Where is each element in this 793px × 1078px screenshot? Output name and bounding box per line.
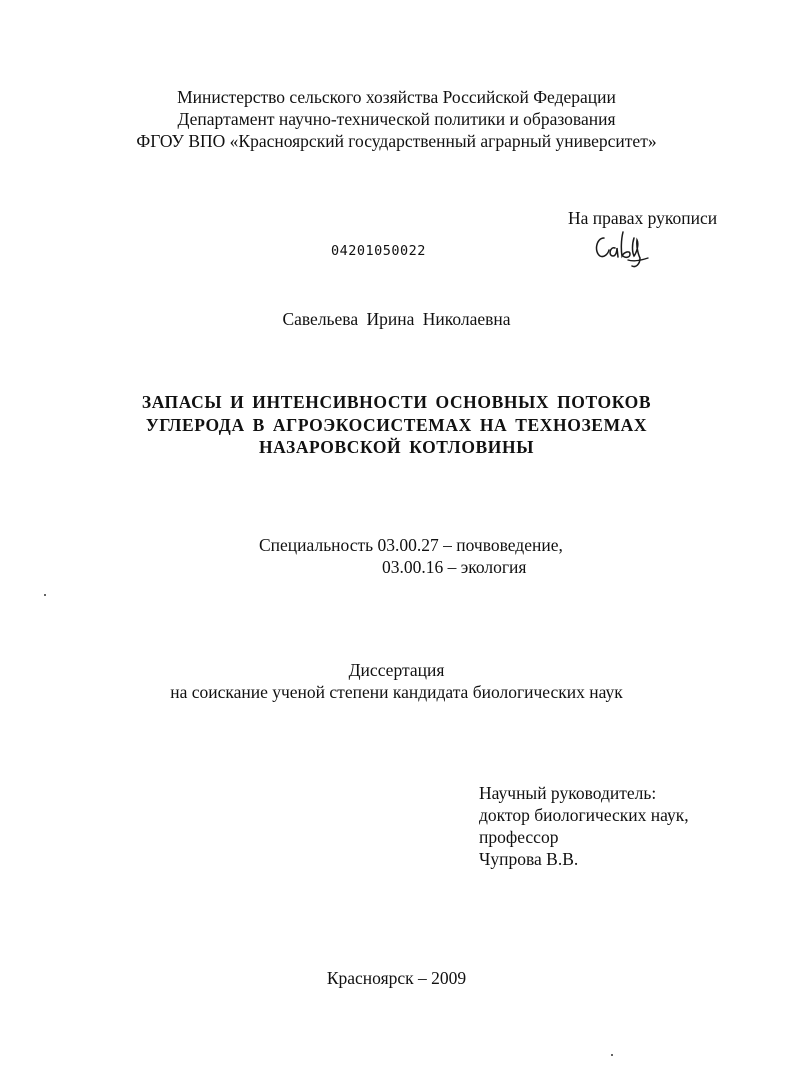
degree-line: на соискание ученой степени кандидата биологических наук	[170, 682, 623, 702]
dissertation-type	[0, 659, 793, 703]
manuscript-rights-note: На правах рукописи	[568, 208, 718, 228]
scientific-supervisor	[479, 782, 689, 870]
supervisor-name: Чупрова В.В.	[479, 849, 579, 869]
city-year: Красноярск – 2009	[326, 968, 467, 988]
supervisor-label: Научный руководитель:	[479, 783, 657, 803]
registration-number: 04201050022	[331, 243, 426, 259]
signature-icon	[590, 226, 650, 270]
dissertation-title	[0, 391, 793, 459]
title-line: НАЗАРОВСКОЙ КОТЛОВИНЫ	[258, 437, 535, 457]
dissertation-label: Диссертация	[348, 660, 445, 680]
university-line: ФГОУ ВПО «Красноярский государственный аграрный университет»	[136, 131, 657, 151]
specialty-line-soil-science: Специальность 03.00.27 – почвоведение,	[259, 535, 563, 555]
title-line: УГЛЕРОДА В АГРОЭКОСИСТЕМАХ НА ТЕХНОЗЕМАХ	[145, 414, 648, 435]
department-line: Департамент научно-технической политики и образования	[177, 109, 616, 129]
scan-speck	[611, 1054, 613, 1056]
institution-header	[0, 86, 793, 152]
specialty-line-ecology: 03.00.16 – экология	[382, 557, 527, 577]
supervisor-rank: профессор	[479, 827, 559, 847]
title-line: ЗАПАСЫ И ИНТЕНСИВНОСТИ ОСНОВНЫХ ПОТОКОВ	[141, 392, 652, 412]
supervisor-degree: доктор биологических наук,	[479, 805, 689, 825]
author-name: Савельева Ирина Николаевна	[282, 309, 511, 329]
scan-speck	[44, 594, 46, 596]
ministry-line: Министерство сельского хозяйства Российской Федерации	[177, 87, 616, 107]
